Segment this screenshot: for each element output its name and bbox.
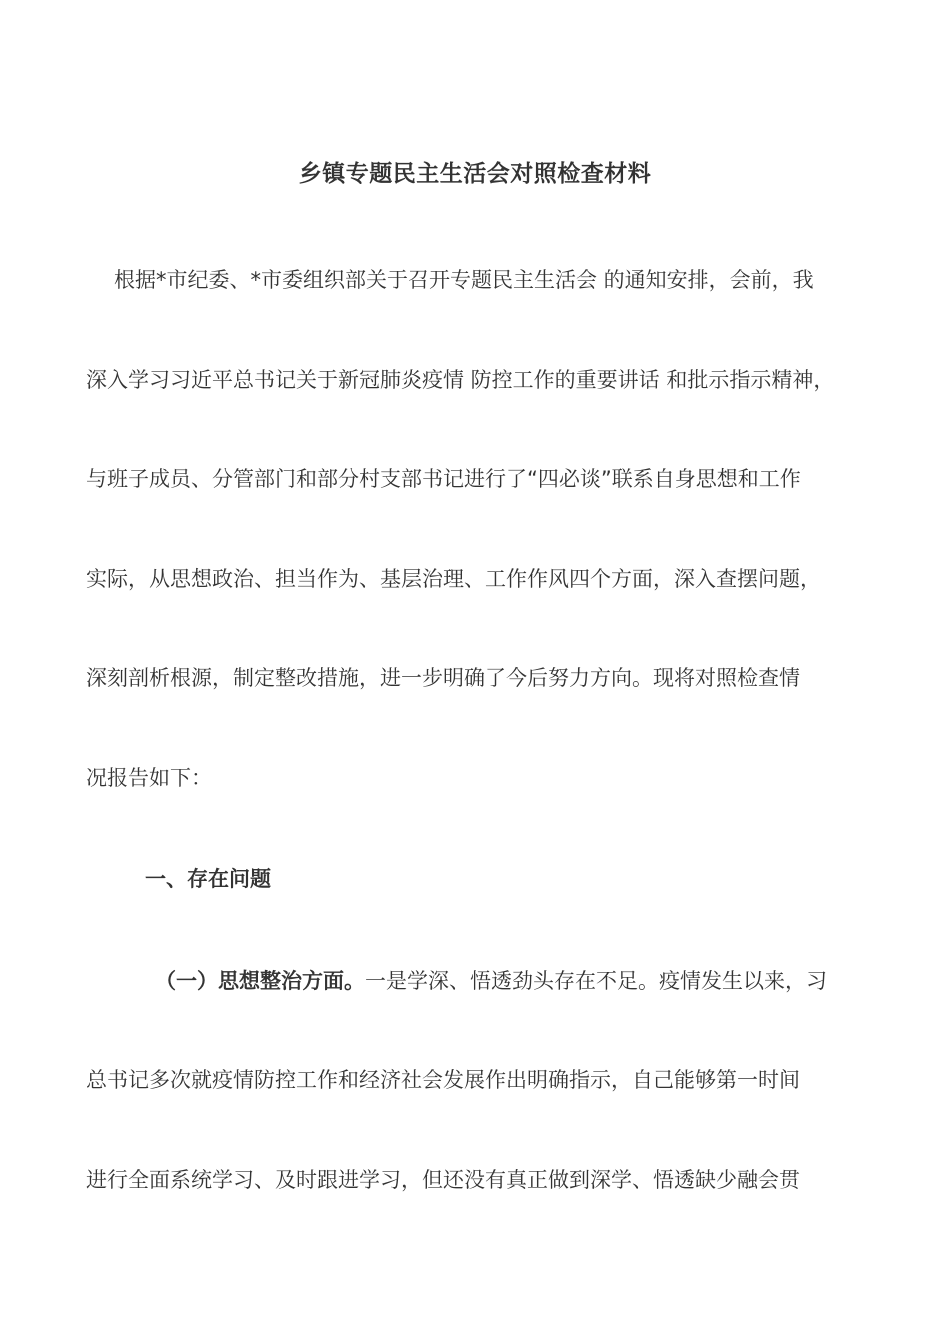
subsection-1-text: 一是学深、悟透劲头存在不足。疫情发生以来，习 (365, 969, 827, 993)
section-heading-issues: 一、存在问题 (145, 867, 271, 891)
subsection-1-line-3: 进行全面系统学习、及时跟进学习，但还没有真正做到深学、悟透缺少融会贯 (86, 1168, 800, 1192)
intro-line-1: 根据*市纪委、*市委组织部关于召开专题民主生活会 的通知安排，会前，我 (114, 268, 814, 292)
intro-line-2: 深入学习习近平总书记关于新冠肺炎疫情 防控工作的重要讲话 和批示指示精神， (86, 368, 835, 392)
document-title: 乡镇专题民主生活会对照检查材料 (298, 161, 652, 187)
intro-line-5: 深刻剖析根源，制定整改措施，进一步明确了今后努力方向。现将对照检查情 (86, 666, 800, 690)
subsection-1-line-2: 总书记多次就疫情防控工作和经济社会发展作出明确指示，自己能够第一时间 (86, 1068, 800, 1092)
intro-line-6: 况报告如下： (86, 766, 212, 790)
subsection-1-label: （一）思想整治方面。 (155, 969, 365, 993)
intro-line-4: 实际，从思想政治、担当作为、基层治理、工作作风四个方面，深入查摆问题， (86, 567, 821, 591)
intro-line-3: 与班子成员、分管部门和部分村支部书记进行了“四必谈”联系自身思想和工作 (86, 467, 801, 491)
subsection-1-first-line (155, 964, 827, 998)
